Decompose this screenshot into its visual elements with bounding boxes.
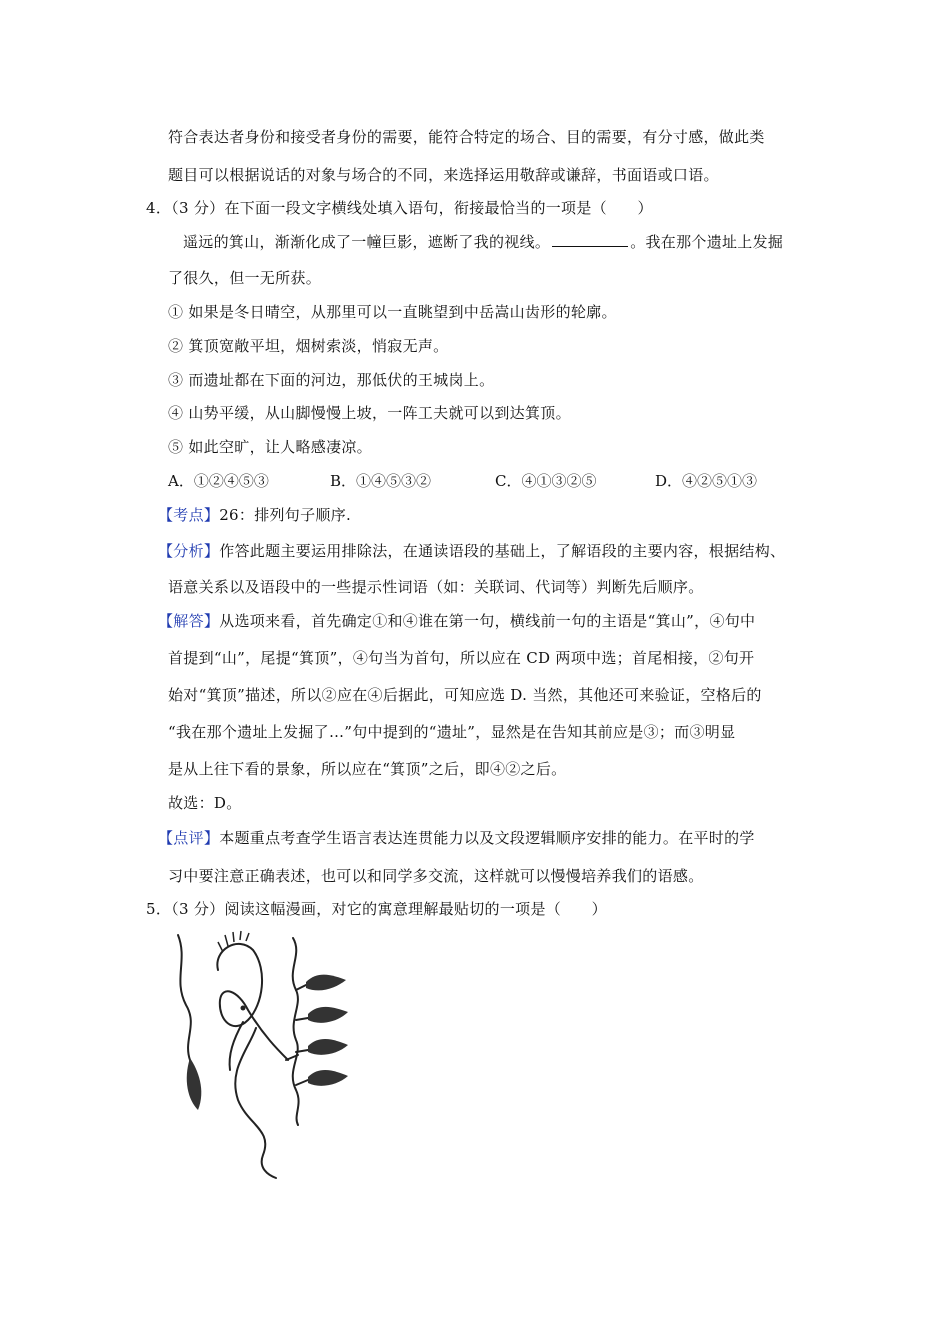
prev-explanation-line1: 符合表达者身份和接受者身份的需要，能符合特定的场合、目的需要，有分寸感，做此类 (168, 128, 765, 146)
option-a[interactable] (168, 471, 269, 491)
jieda-tag: 【解答】 (158, 612, 220, 630)
jieda-line2: 首提到“山”，尾提“箕顶”，④句当为首句，所以应在 CD 两项中选；首尾相接，②句开 (168, 649, 755, 667)
answer-blank (552, 232, 628, 247)
fenxi-tag: 【分析】 (158, 542, 220, 560)
option-c-label: C． (495, 472, 522, 490)
cartoon-head-with-branches-icon (168, 930, 358, 1180)
jieda-answer: 故选：D。 (168, 794, 242, 812)
option-c-text: ④①③②⑤ (521, 472, 597, 490)
option-b-text: ①④⑤③② (356, 472, 432, 490)
jieda-text-1: 从选项来看，首先确定①和④谁在第一句，横线前一句的主语是“箕山”，④句中 (219, 612, 756, 630)
dianping-tag: 【点评】 (158, 829, 220, 847)
jieda-line1 (158, 611, 755, 631)
passage-after-blank: 。我在那个遗址上发掘 (630, 233, 784, 251)
option-b[interactable] (330, 471, 431, 491)
option-a-label: A． (168, 472, 194, 490)
q4-stem: 4．（3 分）在下面一段文字横线处填入语句，衔接最恰当的一项是（ ） (146, 199, 653, 217)
kaodian-text: 26：排列句子顺序. (219, 506, 352, 524)
kaodian-line (158, 505, 351, 525)
q4-sentence-1: ① 如果是冬日晴空，从那里可以一直眺望到中岳嵩山齿形的轮廓。 (168, 303, 617, 321)
dianping-text-1: 本题重点考查学生语言表达连贯能力以及文段逻辑顺序安排的能力。在平时的学 (219, 829, 755, 847)
prev-explanation-line2: 题目可以根据说话的对象与场合的不同，来选择运用敬辞或谦辞，书面语或口语。 (168, 166, 719, 184)
q4-sentence-5: ⑤ 如此空旷，让人略感凄凉。 (168, 438, 372, 456)
fenxi-line2: 语意关系以及语段中的一些提示性词语（如：关联词、代词等）判断先后顺序。 (168, 578, 704, 596)
kaodian-tag: 【考点】 (158, 506, 220, 524)
fenxi-text-1: 作答此题主要运用排除法，在通读语段的基础上，了解语段的主要内容，根据结构、 (219, 542, 786, 560)
option-b-label: B． (330, 472, 357, 490)
dianping-line2: 习中要注意正确表述，也可以和同学多交流，这样就可以慢慢培养我们的语感。 (168, 867, 704, 885)
dianping-line1 (158, 828, 755, 848)
q5-stem: 5．（3 分）阅读这幅漫画，对它的寓意理解最贴切的一项是（ ） (146, 900, 607, 918)
option-d[interactable] (655, 471, 757, 491)
passage-before-blank: 遥远的箕山，渐渐化成了一幢巨影，遮断了我的视线。 (183, 233, 551, 251)
q4-sentence-2: ② 箕顶宽敞平坦，烟树索淡，悄寂无声。 (168, 337, 449, 355)
option-d-text: ④②⑤①③ (682, 472, 758, 490)
jieda-line3: 始对“箕顶”描述，所以②应在④后据此，可知应选 D. 当然，其他还可来验证，空格后的 (168, 686, 762, 704)
option-d-label: D． (655, 472, 683, 490)
jieda-line5: 是从上往下看的景象，所以应在“箕顶”之后，即④②之后。 (168, 760, 567, 778)
option-a-text: ①②④⑤③ (193, 472, 269, 490)
q4-passage-line2: 了很久，但一无所获。 (168, 269, 322, 287)
fenxi-line1 (158, 541, 785, 561)
q4-sentence-4: ④ 山势平缓，从山脚慢慢上坡，一阵工夫就可以到达箕顶。 (168, 404, 571, 422)
jieda-line4: “我在那个遗址上发掘了…”句中提到的“遗址”，显然是在告知其前应是③；而③明显 (168, 723, 736, 741)
option-c[interactable] (495, 471, 597, 491)
q4-passage-line1 (183, 232, 783, 252)
q4-sentence-3: ③ 而遗址都在下面的河边，那低伏的王城岗上。 (168, 371, 495, 389)
